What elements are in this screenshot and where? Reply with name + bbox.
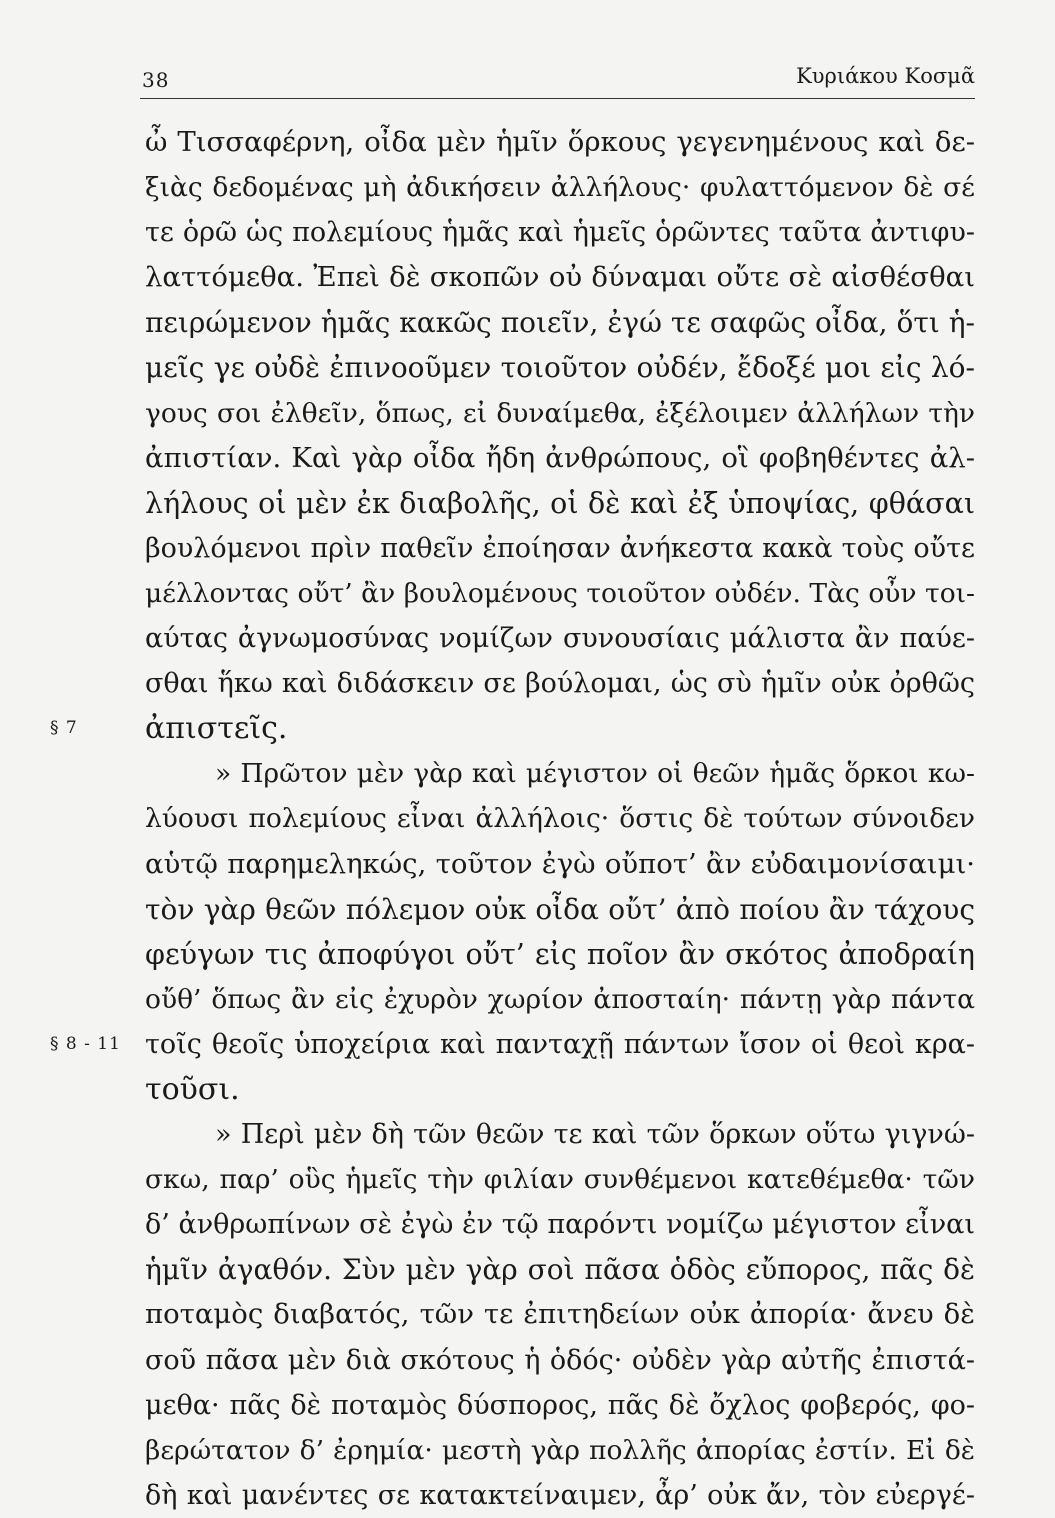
text-line: λαττόμεθα. Ἐπεὶ δὲ σκοπῶν οὐ δύναμαι οὔτε σὲ αἰσθέσθαι	[145, 261, 975, 294]
text-line: ἀπιστεῖς.	[145, 711, 288, 747]
text-line: ὦ Τισσαφέρνη, οἶδα μὲν ἡμῖν ὅρκους γεγενημένους καὶ δε-	[145, 126, 975, 158]
text-line: μεθα· πᾶς δὲ ποταμὸς δύσπορος, πᾶς δὲ ὄχλος φοβερός, φο-	[145, 1389, 975, 1421]
text-line: τὸν γὰρ θεῶν πόλεμον οὐκ οἶδα οὔτ’ ἀπὸ ποίου ἂν τάχους	[145, 892, 975, 926]
text-line: ποταμὸς διαβατός, τῶν τε ἐπιτηδείων οὐκ ἀπορία· ἄνευ δὲ	[145, 1298, 975, 1331]
margin-section-ref: § 8 - 11	[50, 1034, 121, 1054]
text-line: φεύγων τις ἀποφύγοι οὔτ’ εἰς ποῖον ἂν σκότος ἀποδραίη	[145, 937, 975, 971]
text-line: σθαι ἥκω καὶ διδάσκειν σε βούλομαι, ὡς σὺ ἡμῖν οὐκ ὀρθῶς	[145, 668, 975, 700]
text-line: δ’ ἀνθρωπίνων σὲ ἐγὼ ἐν τῷ παρόντι νομίζω μέγιστον εἶναι	[145, 1209, 975, 1241]
running-head: Κυριάκου Κοσμᾶ	[796, 64, 975, 88]
text-line: » Περὶ μὲν δὴ τῶν θεῶν τε καὶ τῶν ὅρκων οὕτω γιγνώ-	[215, 1119, 975, 1151]
text-line: οὔθ’ ὅπως ἂν εἰς ἐχυρὸν χωρίον ἀποσταίη· πάντῃ γὰρ πάντα	[145, 983, 975, 1015]
text-line: λύουσι πολεμίους εἶναι ἀλλήλοις· ὅστις δὲ τούτων σύνοιδεν	[145, 803, 975, 835]
main-text	[145, 120, 975, 1518]
text-line: αύτας ἀγνωμοσύνας νομίζων συνουσίαις μάλιστα ἂν παύε-	[145, 623, 975, 655]
text-line: βουλόμενοι πρὶν παθεῖν ἐποίησαν ἀνήκεστα κακὰ τοὺς οὔτε	[145, 532, 975, 564]
text-line: λήλους οἱ μὲν ἐκ διαβολῆς, οἱ δὲ καὶ ἐξ ὑποψίας, φθάσαι	[145, 486, 975, 520]
text-line: ἀπιστίαν. Καὶ γὰρ οἶδα ἤδη ἀνθρώπους, οἳ φοβηθέντες ἀλ-	[145, 441, 975, 474]
page-number: 38	[142, 68, 170, 92]
text-line: αὑτῷ παρημεληκώς, τοῦτον ἐγὼ οὔποτ’ ἂν εὐδαιμονίσαιμι·	[145, 847, 975, 880]
text-line: ἡμῖν ἀγαθόν. Σὺν μὲν γὰρ σοὶ πᾶσα ὁδὸς εὔπορος, πᾶς δὲ	[145, 1253, 975, 1287]
margin-section-ref: § 7	[50, 718, 78, 739]
text-line: γους σοι ἐλθεῖν, ὅπως, εἰ δυναίμεθα, ἐξέλοιμεν ἀλλήλων τὴν	[145, 397, 975, 429]
text-line: μεῖς γε οὐδὲ ἐπινοοῦμεν τοιοῦτον οὐδέν, ἔδοξέ μοι εἰς λό-	[145, 351, 975, 385]
text-line: » Πρῶτον μὲν γὰρ καὶ μέγιστον οἱ θεῶν ἡμᾶς ὅρκοι κω-	[215, 758, 975, 790]
text-line: πειρώμενον ἡμᾶς κακῶς ποιεῖν, ἐγώ τε σαφῶς οἶδα, ὅτι ἡ-	[145, 306, 975, 340]
text-line: μέλλοντας οὔτ’ ἂν βουλομένους τοιοῦτον οὐδέν. Τὰς οὖν τοι-	[145, 577, 975, 609]
text-line: τε ὁρῶ ὡς πολεμίους ἡμᾶς καὶ ἡμεῖς ὁρῶντες ταῦτα ἀντιφυ-	[145, 217, 975, 249]
text-line: σοῦ πᾶσα μὲν διὰ σκότους ἡ ὁδός· οὐδὲν γὰρ αὐτῆς ἐπιστά-	[145, 1344, 975, 1376]
page-header	[140, 48, 975, 99]
text-line: τοῖς θεοῖς ὑποχείρια καὶ πανταχῇ πάντων ἴσον οἱ θεοὶ κρα-	[145, 1028, 975, 1060]
text-line: σκω, παρ’ οὓς ἡμεῖς τὴν φιλίαν συνθέμενοι κατεθέμεθα· τῶν	[145, 1164, 975, 1196]
text-line: τοῦσι.	[145, 1071, 240, 1107]
text-line: βερώτατον δ’ ἐρημία· μεστὴ γὰρ πολλῆς ἀπορίας ἐστίν. Εἰ δὲ	[145, 1434, 975, 1466]
text-line: ξιὰς δεδομένας μὴ ἀδικήσειν ἀλλήλους· φυλαττόμενον δὲ σέ	[145, 172, 975, 204]
text-line: δὴ καὶ μανέντες σε κατακτείναιμεν, ἆρ’ οὐκ ἄν, τὸν εὐεργέ-	[145, 1479, 975, 1511]
